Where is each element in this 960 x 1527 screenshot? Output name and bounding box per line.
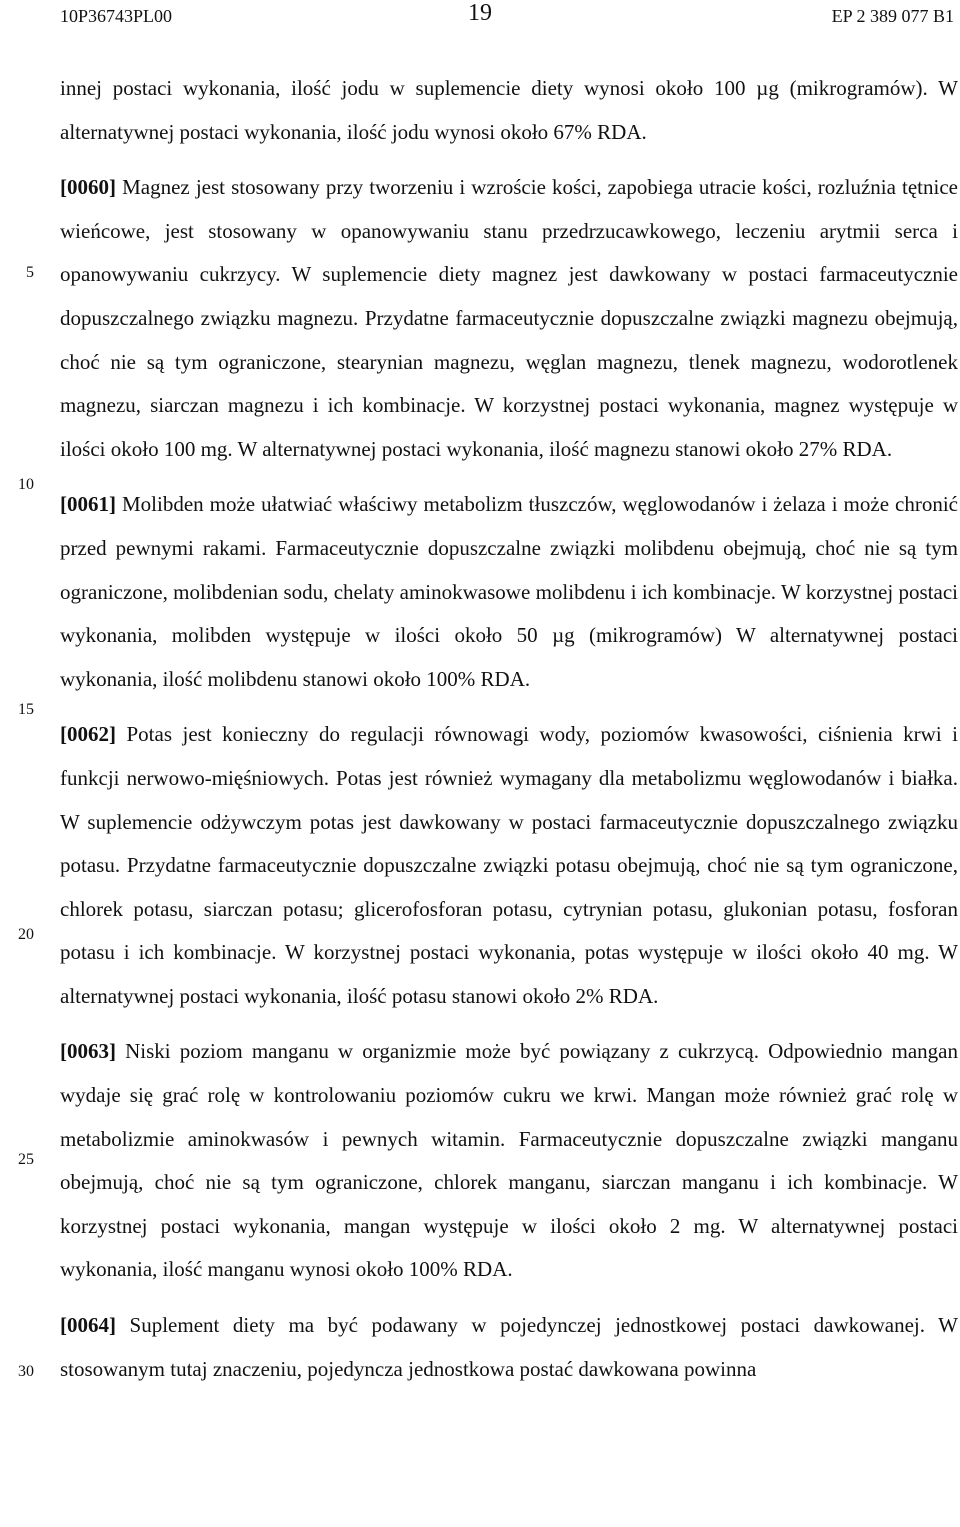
paragraph-number: [0063] — [60, 1039, 116, 1064]
line-number: 15 — [18, 701, 34, 718]
paragraph-text: Potas jest konieczny do regulacji równowagi wody, poziomów kwasowości, ciśnienia krwi i funkcji nerwowo-mięśniowych. Potas jest również wymagany dla metabolizmu węglowodanów i białka. W suplemencie odżywczym potas jest dawkowany w postaci farmaceutycznie dopuszczalnego związku potasu. Przydatne farmaceutycznie dopuszczalne związki potasu obejmują, choć nie są tym ograniczone, chlorek potasu, siarczan potasu; glicerofosforan potasu, cytrynian potasu, glukonian potasu, fosforan potasu i ich kombinacje. W korzystnej postaci wykonania, potas występuje w ilości około 40 mg. W alternatywnej postaci wykonania, ilość potasu stanowi około 2% RDA. — [60, 722, 958, 1008]
line-number: 10 — [18, 476, 34, 493]
line-number: 20 — [18, 926, 34, 943]
paragraph-text: Suplement diety ma być podawany w pojedynczej jednostkowej postaci dawkowanej. W stosowanym tutaj znaczeniu, pojedyncza jednostkowa postać dawkowana powinna — [60, 1313, 958, 1381]
paragraph-number: [0061] — [60, 492, 116, 517]
paragraph-number: [0064] — [60, 1313, 116, 1338]
patent-number: EP 2 389 077 B1 — [831, 6, 954, 26]
paragraph-text: Magnez jest stosowany przy tworzeniu i wzroście kości, zapobiega utracie kości, rozluźnia tętnice wieńcowe, jest stosowany w opanowywaniu stanu przedrzucawkowego, leczeniu arytmii serca i opanowywaniu cukrzycy. W suplemencie diety magnez jest dawkowany w postaci farmaceutycznie dopuszczalnego związku magnezu. Przydatne farmaceutycznie dopuszczalne związki magnezu obejmują, choć nie są tym ograniczone, stearynian magnezu, węglan magnezu, tlenek magnezu, wodorotlenek magnezu, siarczan magnezu i ich kombinacje. W korzystnej postaci wykonania, magnez występuje w ilości około 100 mg. W alternatywnej postaci wykonania, ilość magnezu stanowi około 27% RDA. — [60, 175, 958, 461]
paragraph-continuation — [60, 67, 958, 154]
paragraph-number: [0062] — [60, 722, 116, 747]
paragraph-0061 — [60, 483, 958, 701]
paragraph-number: [0060] — [60, 175, 116, 200]
paragraph-text: innej postaci wykonania, ilość jodu w suplemencie diety wynosi około 100 µg (mikrogramów). W alternatywnej postaci wykonania, ilość jodu wynosi około 67% RDA. — [60, 76, 958, 144]
line-number: 30 — [18, 1363, 34, 1380]
paragraph-0060 — [60, 166, 958, 471]
line-number: 25 — [18, 1151, 34, 1168]
line-number: 5 — [26, 264, 34, 281]
page-number: 19 — [468, 0, 492, 26]
paragraph-0062 — [60, 713, 958, 1018]
paragraph-0063 — [60, 1030, 958, 1292]
paragraph-text: Niski poziom manganu w organizmie może być powiązany z cukrzycą. Odpowiednio mangan wydaje się grać rolę w kontrolowaniu poziomów cukru we krwi. Mangan może również grać rolę w metabolizmie aminokwasów i pewnych witamin. Farmaceutycznie dopuszczalne związki manganu obejmują, choć nie są tym ograniczone, chlorek manganu, siarczan manganu i ich kombinacje. W korzystnej postaci wykonania, mangan występuje w ilości około 2 mg. W alternatywnej postaci wykonania, ilość manganu wynosi około 100% RDA. — [60, 1039, 958, 1282]
page-header — [0, 2, 960, 32]
paragraph-0064 — [60, 1304, 958, 1391]
paragraph-text: Molibden może ułatwiać właściwy metabolizm tłuszczów, węglowodanów i żelaza i może chronić przed pewnymi rakami. Farmaceutycznie dopuszczalne związki molibdenu obejmują, choć nie są tym ograniczone, molibdenian sodu, chelaty aminokwasowe molibdenu i ich kombinacje. W korzystnej postaci wykonania, molibden występuje w ilości około 50 µg (mikrogramów) W alternatywnej postaci wykonania, ilość molibdenu stanowi około 100% RDA. — [60, 492, 958, 691]
document-body — [60, 67, 958, 1391]
document-reference: 10P36743PL00 — [60, 6, 173, 26]
